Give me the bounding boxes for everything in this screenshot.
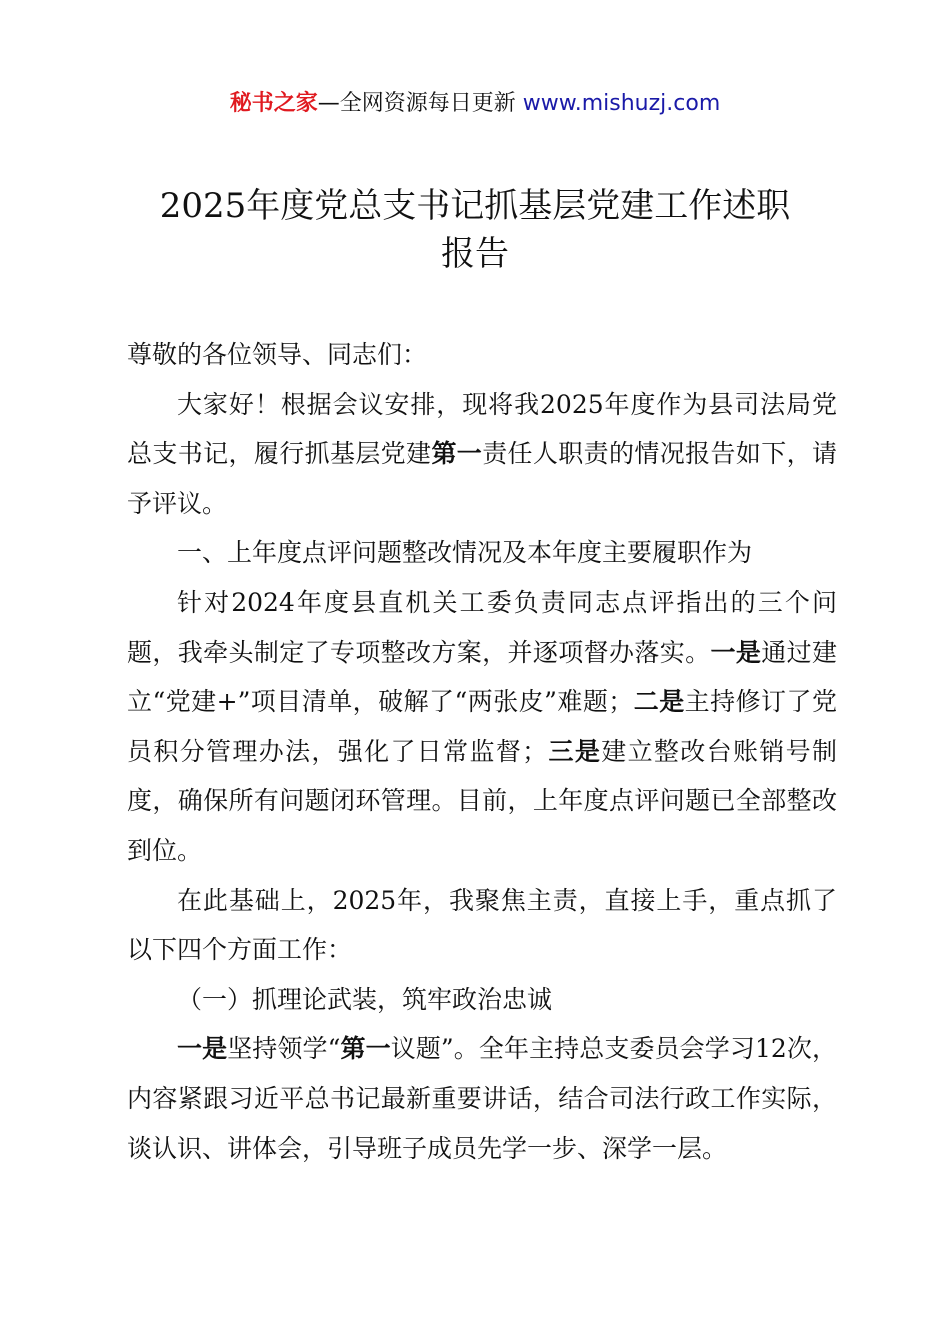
text-run: 议题”。全年主持总支委员会学习12次，内容紧跟习近平总书记最新重要讲话，结合司法行政工作实际，谈认识、讲体会，引导班子成员先学一步、深学一层。	[127, 1034, 837, 1163]
text-run: 大家好！根据会议安排，现将我2025年度作为县司法局党总支书记，履行抓基层党建	[127, 389, 837, 469]
document-body	[127, 330, 837, 1173]
emphasis-text: 三是	[547, 736, 602, 766]
emphasis-text: 一是	[710, 637, 762, 667]
paragraph-focus: 在此基础上，2025年，我聚焦主责，直接上手，重点抓了以下四个方面工作：	[127, 885, 837, 965]
text-run: 责任人职责的情况报告如下，请予评议。	[127, 439, 837, 518]
title-line-2: 报告	[441, 234, 509, 274]
site-url-link[interactable]: www.mishuzj.com	[522, 91, 721, 116]
site-header	[0, 88, 950, 120]
title-line-1: 2025年度党总支书记抓基层党建工作述职	[159, 186, 791, 226]
header-tagline: —全网资源每日更新	[317, 91, 523, 116]
section-heading-1: 一、上年度点评问题整改情况及本年度主要履职作为	[177, 538, 753, 568]
text-run: 针对2024年度县直机关工委负责同志点评指出的三个问题，我牵头制定了专项整改方案，并逐项督办落实。	[127, 587, 837, 667]
text-run: 坚持领学“	[227, 1034, 341, 1064]
paragraph-intro	[127, 380, 837, 529]
subheading-1: （一）抓理论武装，筑牢政治忠诚	[177, 984, 553, 1014]
paragraph-rectification	[127, 578, 837, 876]
text-run: 建立整改台账销号制度，确保所有问题闭环管理。目前，上年度点评问题已全部整改到位。	[127, 736, 837, 865]
text-run: 通过建立“党建+”项目清单，破解了“两张皮”难题；	[127, 637, 837, 717]
paragraph-theory	[127, 1024, 837, 1173]
emphasis-text: 一是	[177, 1034, 228, 1064]
emphasis-text: 二是	[633, 687, 685, 717]
document-title	[120, 182, 830, 278]
emphasis-text: 第一	[340, 1034, 391, 1064]
salutation: 尊敬的各位领导、同志们：	[127, 340, 428, 369]
emphasis-text: 第一	[431, 439, 483, 469]
brand-name: 秘书之家	[229, 91, 318, 116]
text-run: 主持修订了党员积分管理办法，强化了日常监督；	[127, 687, 837, 766]
